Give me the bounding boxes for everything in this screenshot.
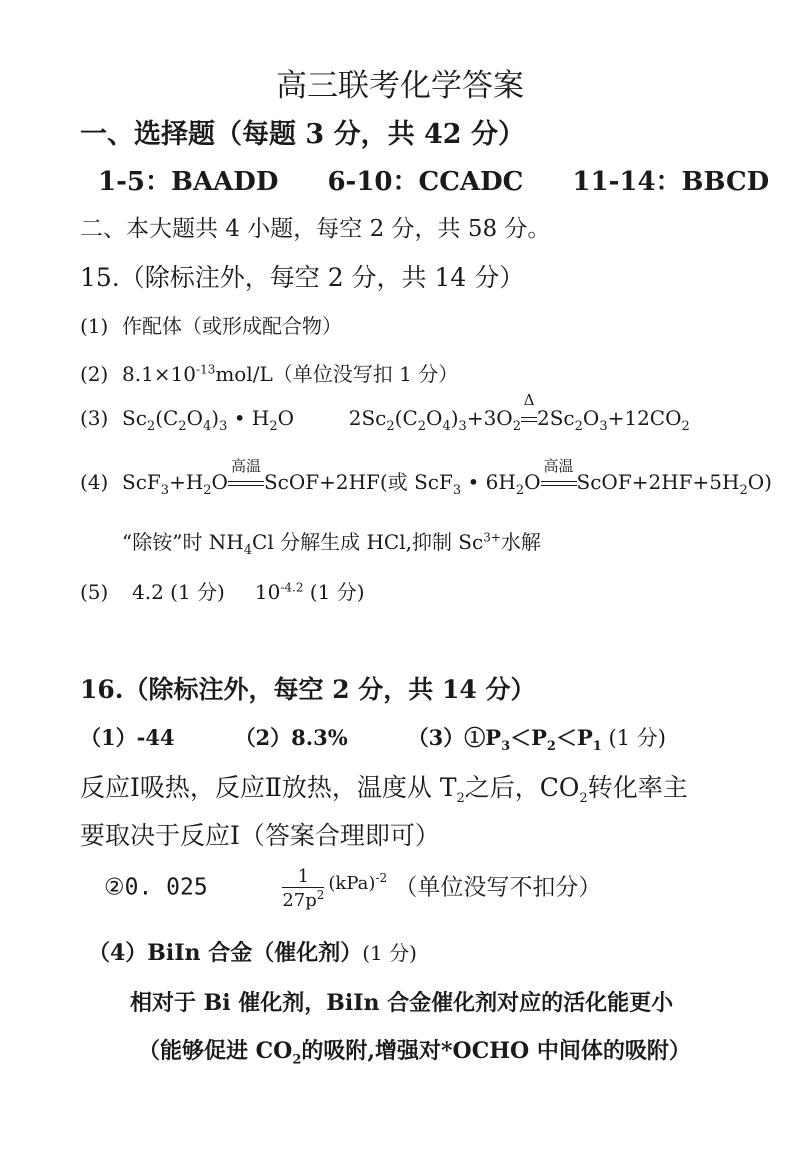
- part2-heading: 二、本大题共 4 小题，每空 2 分，共 58 分。: [80, 216, 551, 242]
- q15-a3-formula: $Sc_2(C_2O_4)_3$ • $H_2O$: [122, 406, 294, 434]
- q15-a4-num: (4): [80, 470, 109, 494]
- q16-a3-explain-line1: 反应Ⅰ吸热，反应Ⅱ放热，温度从 $T_2$之后，$CO_2$转化率主: [80, 773, 688, 806]
- q15-a3-equation: $2Sc_2(C_2O_4)_3+3O_2$ Δ $2Sc_2O_3+12CO_2$: [348, 391, 690, 434]
- q16-a4-explain-line2: （能够促进 $CO_2$的吸附,增强对*OCHO 中间体的吸附）: [138, 1038, 691, 1068]
- q15-a2-exponent: -13: [196, 362, 216, 377]
- q15-a4-note: “除铵”时 $NH_4Cl$ 分解生成 HCl,抑制 $Sc^{3+}$水解: [122, 530, 541, 558]
- q15-answer-3: [80, 391, 690, 434]
- q16-unit-note: （单位没写不扣分）: [394, 874, 602, 901]
- q16-a4-text: （4）BiIn 合金（催化剂）: [88, 940, 363, 966]
- answer-key-2: 6-10：CCADC: [327, 167, 524, 197]
- answer-key-1: 1-5：BAADD: [98, 167, 279, 197]
- q15-a3-num: (3): [80, 406, 109, 430]
- q16-answer-3-2: [104, 866, 601, 911]
- q16-a3-2-value: ②0. 025: [104, 874, 208, 901]
- answer-keys: [98, 161, 800, 198]
- q15-heading: 15.（除标注外，每空 2 分，共 14 分）: [80, 263, 525, 292]
- q15-answer-4: [80, 457, 772, 498]
- q15-a4-equation: $ScF_3+H_2O$ 高温 ScOF+2HF(或 ScF$_3$ • $6H_2O$ 高温 $ScOF+2HF+5H_2O$): [122, 457, 772, 498]
- kp-fraction: $\frac{1}{27p^2}$: [282, 866, 325, 911]
- q15-a2-unit-note: mol/L（单位没写扣 1 分）: [215, 362, 459, 386]
- q15-a5-num: (5): [80, 580, 109, 604]
- heat-symbol: Δ: [523, 391, 535, 409]
- q16-answers-row: [80, 722, 666, 754]
- page-title: 高三联考化学答案: [276, 68, 524, 104]
- q15-a2-num: (2): [80, 362, 109, 386]
- q16-heading: 16.（除标注外，每空 2 分，共 14 分）: [80, 675, 536, 704]
- q16-a4-mark: (1 分): [362, 941, 417, 965]
- part1-heading: 一、选择题（每题 3 分，共 42 分）: [80, 119, 525, 150]
- q16-answer-3-1: $(3)①P_3<P_2<P_1$: [407, 725, 602, 755]
- q16-a3-explain-line2: 要取决于反应Ⅰ（答案合理即可）: [80, 821, 440, 850]
- q15-a5-part-a: 4.2 (1 分): [132, 580, 225, 604]
- q15-a1-num: (1): [80, 314, 109, 338]
- high-temp-condition: 高温: [230, 457, 261, 475]
- q16-a3-mark: (1 分): [608, 726, 666, 750]
- q15-a1-text: 作配体（或形成配合物）: [122, 314, 342, 338]
- q16-answer-1: （1）-44: [80, 725, 175, 750]
- q16-a4-explain-line1: 相对于 Bi 催化剂，BiIn 合金催化剂对应的活化能更小: [130, 990, 674, 1016]
- q15-answer-2: [80, 358, 458, 387]
- high-temp-condition: 高温: [543, 457, 574, 475]
- q15-answer-1: [80, 310, 342, 339]
- q16-answer-2: （2）8.3%: [234, 725, 348, 750]
- kp-unit: (kPa)-2: [328, 870, 388, 894]
- answer-key-3: 11-14：BBCD: [572, 167, 770, 197]
- q15-answer-5: [80, 576, 365, 605]
- q16-answer-4: [88, 936, 417, 967]
- q15-a2-value: 8.1×10: [122, 362, 197, 386]
- q15-a5-part-b: $10^{-4.2}$ (1 分): [254, 580, 365, 604]
